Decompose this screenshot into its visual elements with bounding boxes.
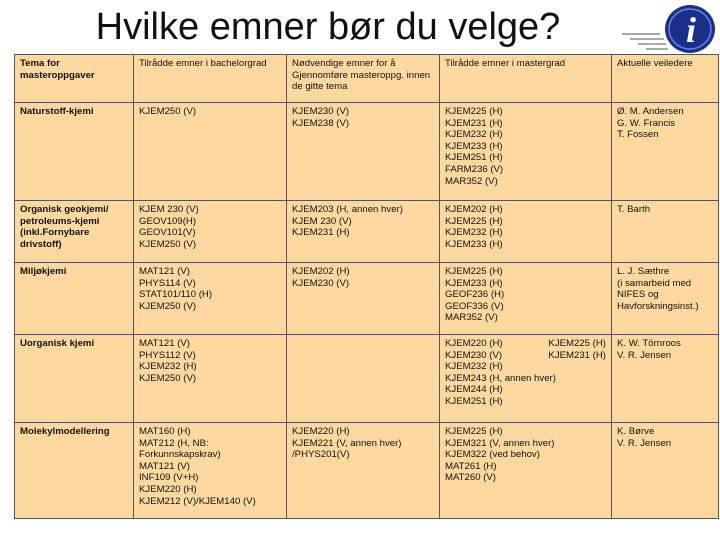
cell-master: [440, 263, 612, 335]
course-code: KJEM202 (H): [445, 204, 503, 215]
header-nodvendige: Nødvendige emner for å Gjennomføre masteroppg. innen de gitte tema: [287, 55, 440, 103]
course-code: KJEM232 (H): [445, 227, 503, 239]
course-code: GEOF336 (V): [445, 300, 504, 312]
course-code: INF109 (V+H): [139, 472, 199, 484]
supervisor-name: Ø. M. Andersen: [617, 106, 684, 117]
cell-tema: Miljøkjemi: [15, 263, 134, 335]
course-code: FARM236 (V): [445, 163, 504, 175]
cell-nodvendige: [287, 423, 440, 519]
course-code: KJEM233 (H): [445, 140, 503, 152]
header-veiledere: Aktuelle veiledere: [612, 55, 719, 103]
cell-bachelor: [134, 335, 287, 423]
course-code: MAT121 (V): [139, 266, 190, 277]
header-master: Tilrådde emner i mastergrad: [440, 55, 612, 103]
course-code: KJEM232 (H): [445, 361, 503, 373]
course-code: MAT212 (H, NB:: [139, 437, 209, 449]
course-code: KJEM232 (H): [445, 129, 503, 141]
supervisor-name: K. Børve: [617, 426, 655, 437]
cell-master: [440, 201, 612, 263]
course-code: KJEM251 (H): [445, 395, 503, 407]
header-tema: Tema for masteroppgaver: [15, 55, 134, 103]
course-code: KJEM232 (H): [139, 361, 197, 373]
cell-nodvendige: [287, 201, 440, 263]
course-code: KJEM225 (H): [548, 338, 606, 349]
course-code: KJEM220 (H): [292, 426, 350, 437]
course-code: PHYS114 (V): [139, 277, 196, 289]
supervisor-name: T. Barth: [617, 204, 651, 215]
supervisor-name: V. R. Jensen: [617, 349, 672, 361]
cell-veiledere: [612, 423, 719, 519]
supervisor-name: V. R. Jensen: [617, 437, 672, 449]
course-code: KJEM243 (H, annen hver): [445, 372, 556, 384]
course-code: KJEM225 (H): [445, 426, 503, 437]
course-code: KJEM233 (H): [445, 238, 503, 250]
table-row: [15, 103, 719, 201]
course-code-pair: [445, 338, 606, 350]
cell-bachelor: [134, 423, 287, 519]
course-code: GEOV101(V): [139, 227, 196, 239]
cell-veiledere: [612, 335, 719, 423]
table-header-row: [15, 55, 719, 103]
course-code: KJEM244 (H): [445, 384, 503, 396]
courses-table: [14, 54, 719, 519]
table-row: [15, 263, 719, 335]
course-code: KJEM231 (H): [445, 117, 503, 129]
course-code: KJEM212 (V)/KJEM140 (V): [139, 495, 256, 507]
page-title-text: Hvilke emner bør du velge?: [95, 6, 561, 48]
course-code: KJEM225 (H): [445, 266, 503, 277]
course-code: KJEM231 (H): [292, 227, 350, 239]
course-code: KJEM230 (V): [445, 349, 503, 361]
cell-bachelor: [134, 201, 287, 263]
course-code: MAT121 (V): [139, 460, 190, 472]
course-code: MAT121 (V): [139, 338, 190, 349]
supervisor-name: (i samarbeid med: [617, 277, 692, 289]
cell-tema: Organisk geokjemi/ petroleums-kjemi (inkl.Fornybare drivstoff): [15, 201, 134, 263]
cell-master: [440, 103, 612, 201]
course-code: KJEM202 (H): [292, 266, 350, 277]
course-code: KJEM233 (H): [445, 277, 503, 289]
supervisor-name: Havforskningsinst.): [617, 300, 699, 312]
info-icon: [646, 2, 718, 54]
cell-nodvendige: [287, 263, 440, 335]
cell-nodvendige: [287, 335, 440, 423]
course-code: MAT160 (H): [139, 426, 191, 437]
course-code: KJEM250 (V): [139, 238, 197, 250]
supervisor-name: K. W. Törnroos: [617, 338, 681, 349]
cell-tema: Molekylmodellering: [15, 423, 134, 519]
course-code: GEOF236 (H): [445, 289, 505, 301]
course-code: KJEM220 (H): [445, 338, 503, 349]
course-code: KJEM220 (H): [139, 483, 197, 495]
course-code: KJEM221 (V, annen hver): [292, 437, 402, 449]
course-code: MAT260 (V): [445, 472, 496, 484]
course-code: /PHYS201(V): [292, 449, 350, 461]
course-code: KJEM203 (H, annen hver): [292, 204, 403, 215]
course-code-pair: [445, 350, 606, 362]
course-code: KJEM251 (H): [445, 152, 503, 164]
course-code: KJEM250 (V): [139, 106, 197, 117]
cell-master: [440, 423, 612, 519]
course-code: KJEM225 (H): [445, 106, 503, 117]
course-code: MAR352 (V): [445, 175, 498, 187]
course-code: KJEM321 (V, annen hver): [445, 437, 555, 449]
course-code: KJEM231 (H): [548, 349, 606, 361]
course-code: KJEM250 (V): [139, 300, 197, 312]
page-title: [0, 6, 720, 49]
cell-nodvendige: [287, 103, 440, 201]
course-code: PHYS112 (V): [139, 349, 196, 361]
table-row: [15, 335, 719, 423]
cell-veiledere: [612, 103, 719, 201]
cell-tema: Naturstoff-kjemi: [15, 103, 134, 201]
course-code: KJEM225 (H): [445, 215, 503, 227]
supervisor-name: L. J. Sæthre: [617, 266, 670, 277]
course-code: KJEM230 (V): [292, 277, 350, 289]
course-code: MAR352 (V): [445, 312, 498, 324]
course-code: GEOV109(H): [139, 215, 197, 227]
table-row: [15, 201, 719, 263]
cell-veiledere: [612, 201, 719, 263]
supervisor-name: T. Fossen: [617, 129, 659, 141]
table-row: [15, 423, 719, 519]
course-code: KJEM322 (ved behov): [445, 449, 540, 461]
cell-master: [440, 335, 612, 423]
course-code: KJEM238 (V): [292, 117, 350, 129]
course-code: Forkunnskapskrav): [139, 449, 221, 461]
cell-bachelor: [134, 263, 287, 335]
course-code: KJEM 230 (V): [292, 215, 352, 227]
header-bachelor: Tilrådde emner i bachelorgrad: [134, 55, 287, 103]
course-code: STAT101/110 (H): [139, 289, 213, 301]
cell-tema: Uorganisk kjemi: [15, 335, 134, 423]
course-code: KJEM230 (V): [292, 106, 350, 117]
supervisor-name: NIFES og: [617, 289, 659, 301]
info-letter: i: [685, 10, 697, 50]
course-code: KJEM250 (V): [139, 372, 197, 384]
supervisor-name: G. W. Francis: [617, 117, 676, 129]
course-code: KJEM 230 (V): [139, 204, 199, 215]
cell-bachelor: [134, 103, 287, 201]
cell-veiledere: [612, 263, 719, 335]
course-code: MAT261 (H): [445, 460, 497, 472]
